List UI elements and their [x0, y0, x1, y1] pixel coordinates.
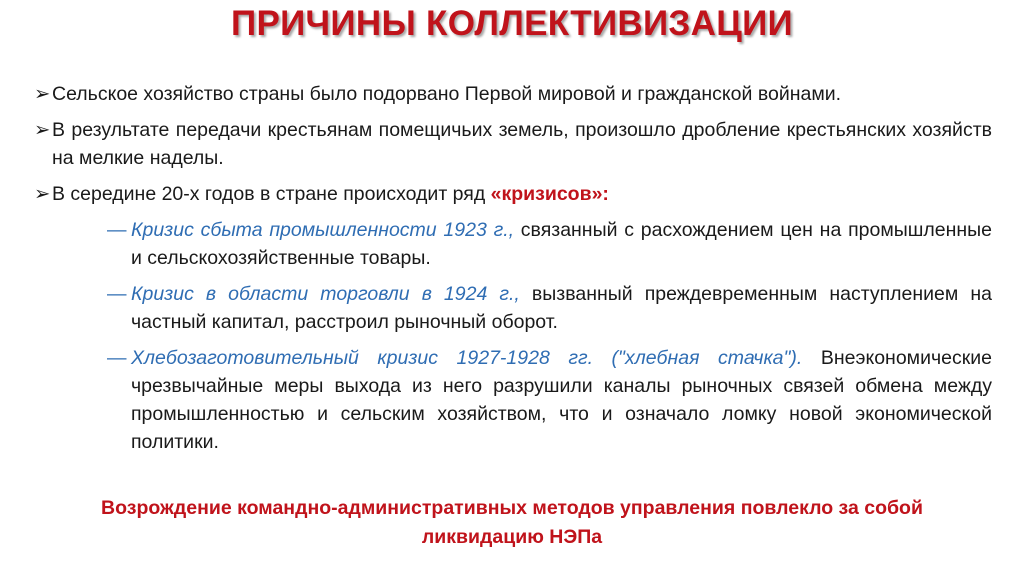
bullet-item — [34, 116, 992, 172]
arrow-bullet-icon: ➢ — [34, 119, 51, 141]
conclusion-line: Возрождение командно-административных методов управления повлекло за собой — [101, 497, 923, 519]
bullet-item — [34, 80, 992, 108]
crisis-description: вызванный преждевременным наступлением на частный капитал, расстроил рыночный оборот. — [131, 283, 992, 333]
crisis-description: Внеэкономические чрезвычайные меры выхода из него разрушили каналы рыночных связей обмена между промышленностью и сельским хозяйством, что и означало ломку новой экономической политики. — [131, 347, 992, 453]
crises-highlight: «кризисов»: — [490, 183, 609, 205]
crisis-item — [107, 216, 992, 272]
bullet-text: В результате передачи крестьянам помещичьих земель, произошло дробление крестьянских хозяйств на мелкие наделы. — [52, 119, 992, 169]
dash-bullet-icon: — — [107, 283, 127, 305]
crisis-name: Кризис сбыта промышленности 1923 г., — [131, 219, 515, 241]
conclusion-line: ликвидацию НЭПа — [421, 526, 603, 548]
bullet-item — [34, 180, 992, 208]
arrow-bullet-icon: ➢ — [34, 183, 51, 205]
dash-bullet-icon: — — [107, 219, 127, 241]
arrow-bullet-icon: ➢ — [34, 83, 51, 105]
crisis-name: Кризис в области торговли в 1924 г., — [131, 283, 520, 305]
conclusion — [0, 494, 1024, 552]
crisis-name: Хлебозаготовительный кризис 1927-1928 гг. ("хлебная стачка"). — [131, 347, 803, 369]
bullet-text: В середине 20-х годов в стране происходит ряд — [52, 183, 491, 205]
crisis-item — [107, 280, 992, 336]
dash-bullet-icon: — — [107, 347, 127, 369]
crisis-item — [107, 344, 992, 456]
crisis-description: связанный с расхождением цен на промышленные и сельскохозяйственные товары. — [131, 219, 993, 269]
bullet-text: Сельское хозяйство страны было подорвано Первой мировой и гражданской войнами. — [52, 83, 842, 105]
page-title: ПРИЧИНЫ КОЛЛЕКТИВИЗАЦИИ — [230, 4, 794, 43]
content-body — [34, 80, 992, 464]
